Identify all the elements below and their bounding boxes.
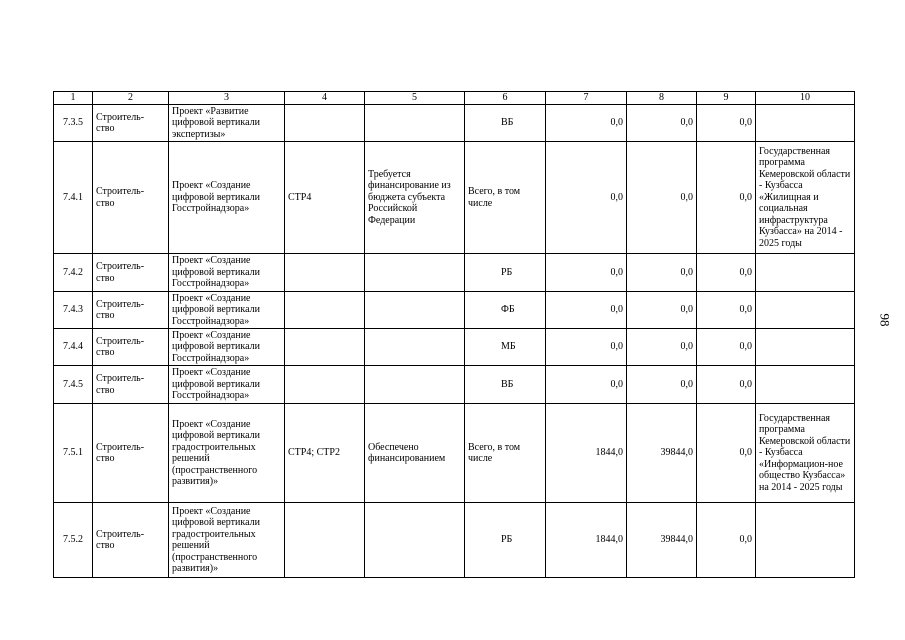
cell-program	[756, 292, 855, 329]
column-header: 6	[465, 92, 546, 105]
cell-v9: 0,0	[697, 404, 756, 503]
cell-code: СТР4	[285, 142, 365, 254]
cell-sector: Строитель- ство	[93, 292, 169, 329]
cell-num: 7.4.4	[54, 329, 93, 366]
cell-num: 7.4.2	[54, 254, 93, 292]
cell-sector: Строитель- ство	[93, 404, 169, 503]
cell-program	[756, 366, 855, 404]
table-header-row	[54, 92, 855, 105]
cell-code	[285, 292, 365, 329]
cell-source: Всего, в том числе	[465, 142, 546, 254]
cell-project: Проект «Создание цифровой вертикали Госстройнадзора»	[169, 292, 285, 329]
cell-source: ВБ	[465, 366, 546, 404]
cell-v8: 0,0	[627, 366, 697, 404]
cell-source: РБ	[465, 503, 546, 578]
cell-program: Государственная программа Кемеровской области - Кузбасса «Жилищная и социальная инфраструктура Кузбасса» на 2014 - 2025 годы	[756, 142, 855, 254]
cell-code	[285, 254, 365, 292]
cell-project: Проект «Создание цифровой вертикали градостроительных решений (пространственного развития)»	[169, 404, 285, 503]
column-header: 5	[365, 92, 465, 105]
cell-v9: 0,0	[697, 142, 756, 254]
cell-code	[285, 105, 365, 142]
table-row	[54, 254, 855, 292]
cell-code	[285, 503, 365, 578]
table-row	[54, 142, 855, 254]
cell-v9: 0,0	[697, 366, 756, 404]
funding-table	[53, 91, 855, 578]
cell-project: Проект «Создание цифровой вертикали градостроительных решений (пространственного развития)»	[169, 503, 285, 578]
cell-status	[365, 292, 465, 329]
cell-status	[365, 503, 465, 578]
cell-v8: 0,0	[627, 292, 697, 329]
cell-v7: 1844,0	[546, 404, 627, 503]
cell-v9: 0,0	[697, 105, 756, 142]
table-row	[54, 503, 855, 578]
cell-program	[756, 254, 855, 292]
cell-num: 7.4.5	[54, 366, 93, 404]
cell-v7: 0,0	[546, 329, 627, 366]
cell-project: Проект «Создание цифровой вертикали Госстройнадзора»	[169, 142, 285, 254]
cell-num: 7.5.1	[54, 404, 93, 503]
cell-sector: Строитель- ство	[93, 503, 169, 578]
cell-source: ФБ	[465, 292, 546, 329]
cell-code	[285, 366, 365, 404]
table-row	[54, 366, 855, 404]
cell-status	[365, 254, 465, 292]
cell-status: Требуется финансирование из бюджета субъекта Российской Федерации	[365, 142, 465, 254]
column-header: 7	[546, 92, 627, 105]
column-header: 9	[697, 92, 756, 105]
cell-program	[756, 329, 855, 366]
column-header: 1	[54, 92, 93, 105]
column-header: 8	[627, 92, 697, 105]
cell-project: Проект «Развитие цифровой вертикали экспертизы»	[169, 105, 285, 142]
cell-v7: 1844,0	[546, 503, 627, 578]
cell-project: Проект «Создание цифровой вертикали Госстройнадзора»	[169, 329, 285, 366]
cell-source: Всего, в том числе	[465, 404, 546, 503]
column-header: 3	[169, 92, 285, 105]
cell-num: 7.4.3	[54, 292, 93, 329]
column-header: 10	[756, 92, 855, 105]
cell-v9: 0,0	[697, 254, 756, 292]
cell-sector: Строитель- ство	[93, 366, 169, 404]
cell-num: 7.4.1	[54, 142, 93, 254]
cell-v9: 0,0	[697, 503, 756, 578]
cell-v9: 0,0	[697, 329, 756, 366]
cell-program	[756, 105, 855, 142]
cell-v9: 0,0	[697, 292, 756, 329]
cell-source: МБ	[465, 329, 546, 366]
table-row	[54, 105, 855, 142]
cell-sector: Строитель- ство	[93, 142, 169, 254]
cell-program	[756, 503, 855, 578]
cell-sector: Строитель- ство	[93, 105, 169, 142]
table-row	[54, 404, 855, 503]
cell-status	[365, 366, 465, 404]
cell-source: РБ	[465, 254, 546, 292]
cell-v7: 0,0	[546, 142, 627, 254]
cell-v7: 0,0	[546, 366, 627, 404]
table-row	[54, 292, 855, 329]
table-row	[54, 329, 855, 366]
cell-status	[365, 105, 465, 142]
cell-v8: 39844,0	[627, 503, 697, 578]
cell-v7: 0,0	[546, 105, 627, 142]
column-header: 4	[285, 92, 365, 105]
cell-num: 7.3.5	[54, 105, 93, 142]
cell-program: Государственная программа Кемеровской области - Кузбасса «Информацион-ное общество Кузбасса» на 2014 - 2025 годы	[756, 404, 855, 503]
cell-project: Проект «Создание цифровой вертикали Госстройнадзора»	[169, 254, 285, 292]
cell-sector: Строитель- ство	[93, 329, 169, 366]
cell-v8: 0,0	[627, 254, 697, 292]
page-number: 98	[877, 313, 893, 327]
cell-project: Проект «Создание цифровой вертикали Госстройнадзора»	[169, 366, 285, 404]
cell-code: СТР4; СТР2	[285, 404, 365, 503]
cell-num: 7.5.2	[54, 503, 93, 578]
cell-v7: 0,0	[546, 292, 627, 329]
cell-sector: Строитель- ство	[93, 254, 169, 292]
cell-source: ВБ	[465, 105, 546, 142]
cell-v8: 39844,0	[627, 404, 697, 503]
cell-status	[365, 329, 465, 366]
cell-v7: 0,0	[546, 254, 627, 292]
cell-v8: 0,0	[627, 142, 697, 254]
cell-status: Обеспечено финансированием	[365, 404, 465, 503]
cell-code	[285, 329, 365, 366]
column-header: 2	[93, 92, 169, 105]
cell-v8: 0,0	[627, 105, 697, 142]
cell-v8: 0,0	[627, 329, 697, 366]
